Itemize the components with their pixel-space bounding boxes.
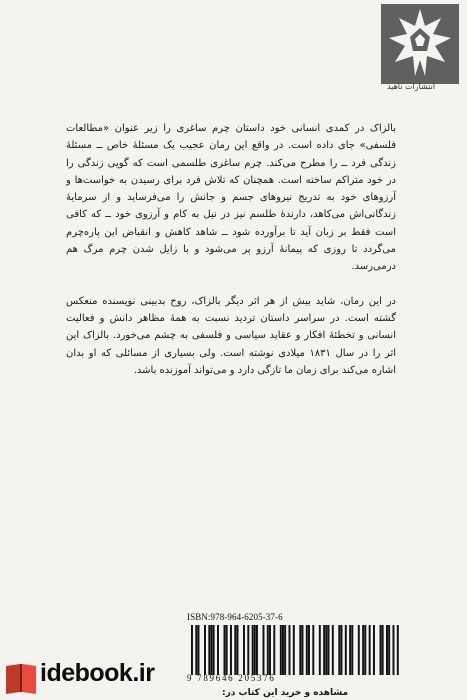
barcode-digits: 9 789646 205376 [187,673,276,683]
idebook-watermark[interactable] [0,655,250,700]
synopsis [66,120,396,396]
publisher-logo-icon [381,4,459,84]
isbn-label: ISBN:978-964-6205-37-6 [187,612,283,622]
idebook-brand: idebook.ir [40,659,155,687]
synopsis-paragraph-1: بالزاک در کمدی انسانی خود داستان چرم ساغری را زیر عنوان «مطالعات فلسفی» جای داده است. در واقع این رمان عجیب یک مسئلهٔ خاص ــ مسئلهٔ زندگی فرد ــ را مطرح می‌کند. چرم ساغری طلسمی است که گویی زندگی را در خود متراکم ساخته است. همچنان که تلاش فرد برای رسیدن به خواست‌ها و آرزوهای خود به تدریج نیروهای جسم و جانش را می‌فرساید و از سرمایهٔ زندگانی‌اش می‌کاهد، دارندهٔ طلسم نیز در نیل به کام و آرزوی خود ــ که کافی است فقط بر زبان آید تا برآورده شود ــ شاهد کاهش و انقباض این پاره‌چرم می‌گردد تا روزی که پیمانهٔ آرزو پر می‌شود و با زایل شدن چرم مرگ هم درمی‌رسد. [66,123,396,273]
publisher-name: انتشارات ناهید [386,82,436,91]
book-logo-icon [2,658,42,698]
watermark-cta: مشاهده و خرید این کتاب در: [222,688,349,698]
publisher-logo [363,0,467,98]
synopsis-paragraph-2: در این رمان، شاید بیش از هر اثر دیگر بالزاک، روح بدبینی نویسنده منعکس گشته است. در سراسر داستان تردید نسبت به همهٔ مظاهر دانش و فعالیت انسانی و تخطئهٔ افکار و عقاید سیاسی و فلسفی به چشم می‌خورد. بالزاک این اثر را در سال ۱۸۳۱ میلادی نوشته است. ولی بسیاری از مسائلی که او بدان اشاره می‌کند برای زمان ما تازگی دارد و می‌تواند آموزنده باشد. [66,295,397,376]
